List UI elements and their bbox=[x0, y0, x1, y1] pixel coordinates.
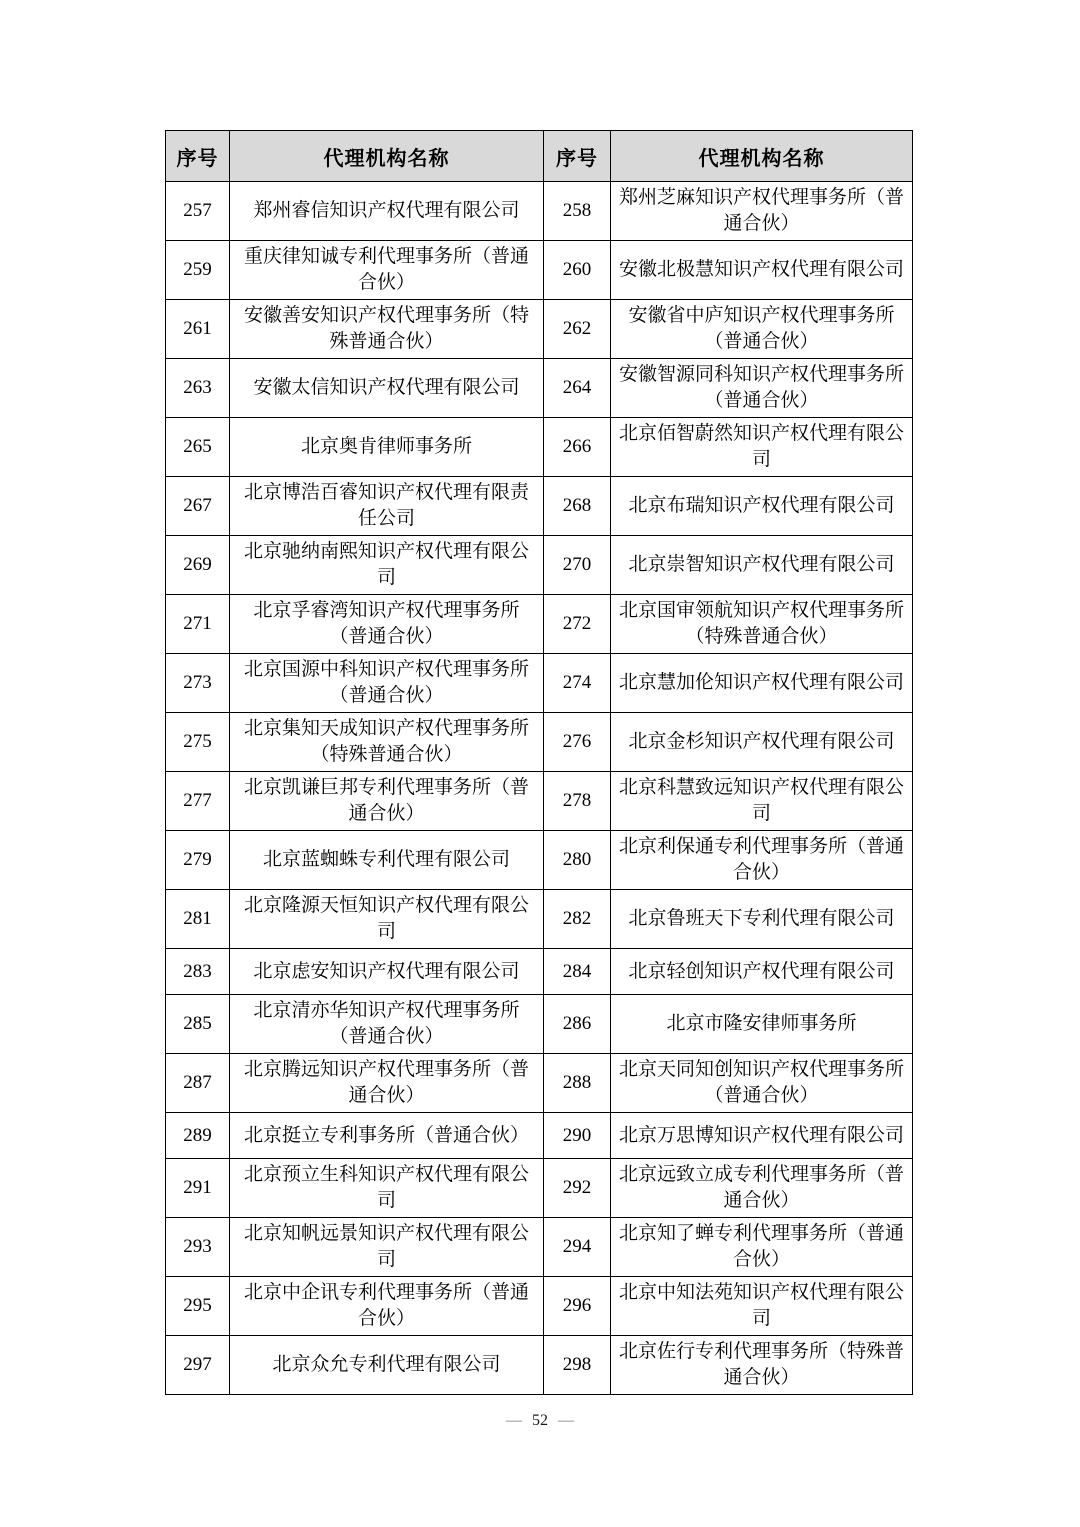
table-row bbox=[166, 536, 913, 595]
serial-number-cell: 270 bbox=[544, 536, 611, 595]
footer-right-dash: — bbox=[558, 1412, 574, 1429]
serial-number-cell: 286 bbox=[544, 995, 611, 1054]
agency-name-cell: 北京万思博知识产权代理有限公司 bbox=[611, 1113, 913, 1159]
agency-name-cell: 北京蓝蜘蛛专利代理有限公司 bbox=[230, 831, 544, 890]
table-row bbox=[166, 831, 913, 890]
serial-number-cell: 293 bbox=[166, 1218, 230, 1277]
serial-number-cell: 297 bbox=[166, 1336, 230, 1395]
table-row bbox=[166, 241, 913, 300]
agency-name-cell: 北京利保通专利代理事务所（普通合伙） bbox=[611, 831, 913, 890]
agency-name-cell: 北京驰纳南熙知识产权代理有限公司 bbox=[230, 536, 544, 595]
serial-number-cell: 281 bbox=[166, 890, 230, 949]
header-serial-number-right: 序号 bbox=[544, 131, 611, 182]
serial-number-cell: 295 bbox=[166, 1277, 230, 1336]
table-header-row bbox=[166, 131, 913, 182]
serial-number-cell: 258 bbox=[544, 182, 611, 241]
table-row bbox=[166, 300, 913, 359]
agency-name-cell: 北京市隆安律师事务所 bbox=[611, 995, 913, 1054]
table-row bbox=[166, 713, 913, 772]
agency-name-cell: 北京挺立专利事务所（普通合伙） bbox=[230, 1113, 544, 1159]
table-row bbox=[166, 418, 913, 477]
agency-name-cell: 北京轻创知识产权代理有限公司 bbox=[611, 949, 913, 995]
agency-name-cell: 北京鲁班天下专利代理有限公司 bbox=[611, 890, 913, 949]
agency-name-cell: 北京虑安知识产权代理有限公司 bbox=[230, 949, 544, 995]
agency-name-cell: 北京佐行专利代理事务所（特殊普通合伙） bbox=[611, 1336, 913, 1395]
table-row bbox=[166, 1159, 913, 1218]
serial-number-cell: 259 bbox=[166, 241, 230, 300]
serial-number-cell: 290 bbox=[544, 1113, 611, 1159]
serial-number-cell: 292 bbox=[544, 1159, 611, 1218]
agency-name-cell: 北京天同知创知识产权代理事务所（普通合伙） bbox=[611, 1054, 913, 1113]
agency-name-cell: 北京知了蝉专利代理事务所（普通合伙） bbox=[611, 1218, 913, 1277]
serial-number-cell: 284 bbox=[544, 949, 611, 995]
table-row bbox=[166, 1277, 913, 1336]
agency-name-cell: 北京腾远知识产权代理事务所（普通合伙） bbox=[230, 1054, 544, 1113]
table-row bbox=[166, 995, 913, 1054]
agency-name-cell: 北京孚睿湾知识产权代理事务所（普通合伙） bbox=[230, 595, 544, 654]
agency-name-cell: 安徽智源同科知识产权代理事务所（普通合伙） bbox=[611, 359, 913, 418]
table-row bbox=[166, 1218, 913, 1277]
page-number: 52 bbox=[532, 1412, 548, 1429]
serial-number-cell: 287 bbox=[166, 1054, 230, 1113]
serial-number-cell: 266 bbox=[544, 418, 611, 477]
header-agency-name-right: 代理机构名称 bbox=[611, 131, 913, 182]
table-row bbox=[166, 1113, 913, 1159]
header-serial-number-left: 序号 bbox=[166, 131, 230, 182]
table-body bbox=[166, 182, 913, 1395]
serial-number-cell: 274 bbox=[544, 654, 611, 713]
serial-number-cell: 271 bbox=[166, 595, 230, 654]
agency-name-cell: 北京远致立成专利代理事务所（普通合伙） bbox=[611, 1159, 913, 1218]
agency-name-cell: 安徽省中庐知识产权代理事务所（普通合伙） bbox=[611, 300, 913, 359]
table-row bbox=[166, 949, 913, 995]
serial-number-cell: 279 bbox=[166, 831, 230, 890]
agency-name-cell: 北京集知天成知识产权代理事务所（特殊普通合伙） bbox=[230, 713, 544, 772]
serial-number-cell: 267 bbox=[166, 477, 230, 536]
serial-number-cell: 263 bbox=[166, 359, 230, 418]
table-row bbox=[166, 359, 913, 418]
serial-number-cell: 283 bbox=[166, 949, 230, 995]
agency-name-cell: 北京隆源天恒知识产权代理有限公司 bbox=[230, 890, 544, 949]
serial-number-cell: 289 bbox=[166, 1113, 230, 1159]
agency-name-cell: 北京佰智蔚然知识产权代理有限公司 bbox=[611, 418, 913, 477]
serial-number-cell: 291 bbox=[166, 1159, 230, 1218]
serial-number-cell: 278 bbox=[544, 772, 611, 831]
agency-name-cell: 北京科慧致远知识产权代理有限公司 bbox=[611, 772, 913, 831]
header-agency-name-left: 代理机构名称 bbox=[230, 131, 544, 182]
serial-number-cell: 275 bbox=[166, 713, 230, 772]
table-row bbox=[166, 595, 913, 654]
serial-number-cell: 276 bbox=[544, 713, 611, 772]
serial-number-cell: 261 bbox=[166, 300, 230, 359]
agency-name-cell: 北京中企讯专利代理事务所（普通合伙） bbox=[230, 1277, 544, 1336]
agency-name-cell: 北京国源中科知识产权代理事务所（普通合伙） bbox=[230, 654, 544, 713]
footer-left-dash: — bbox=[506, 1412, 522, 1429]
serial-number-cell: 260 bbox=[544, 241, 611, 300]
serial-number-cell: 269 bbox=[166, 536, 230, 595]
agency-name-cell: 北京金杉知识产权代理有限公司 bbox=[611, 713, 913, 772]
serial-number-cell: 282 bbox=[544, 890, 611, 949]
agency-name-cell: 北京清亦华知识产权代理事务所（普通合伙） bbox=[230, 995, 544, 1054]
serial-number-cell: 273 bbox=[166, 654, 230, 713]
agency-name-cell: 郑州睿信知识产权代理有限公司 bbox=[230, 182, 544, 241]
serial-number-cell: 262 bbox=[544, 300, 611, 359]
agency-name-cell: 北京慧加伦知识产权代理有限公司 bbox=[611, 654, 913, 713]
agency-name-cell: 重庆律知诚专利代理事务所（普通合伙） bbox=[230, 241, 544, 300]
serial-number-cell: 294 bbox=[544, 1218, 611, 1277]
serial-number-cell: 272 bbox=[544, 595, 611, 654]
table-row bbox=[166, 654, 913, 713]
serial-number-cell: 265 bbox=[166, 418, 230, 477]
agency-name-cell: 安徽太信知识产权代理有限公司 bbox=[230, 359, 544, 418]
agency-name-cell: 北京预立生科知识产权代理有限公司 bbox=[230, 1159, 544, 1218]
agency-name-cell: 北京众允专利代理有限公司 bbox=[230, 1336, 544, 1395]
agency-name-cell: 安徽北极慧知识产权代理有限公司 bbox=[611, 241, 913, 300]
table-row bbox=[166, 182, 913, 241]
serial-number-cell: 257 bbox=[166, 182, 230, 241]
agency-name-cell: 北京奥肯律师事务所 bbox=[230, 418, 544, 477]
serial-number-cell: 296 bbox=[544, 1277, 611, 1336]
serial-number-cell: 288 bbox=[544, 1054, 611, 1113]
agency-name-cell: 北京布瑞知识产权代理有限公司 bbox=[611, 477, 913, 536]
serial-number-cell: 264 bbox=[544, 359, 611, 418]
table-row bbox=[166, 772, 913, 831]
agency-name-cell: 安徽善安知识产权代理事务所（特殊普通合伙） bbox=[230, 300, 544, 359]
page-footer bbox=[0, 1412, 1080, 1430]
agency-name-cell: 北京知帆远景知识产权代理有限公司 bbox=[230, 1218, 544, 1277]
agency-name-cell: 北京凯谦巨邦专利代理事务所（普通合伙） bbox=[230, 772, 544, 831]
serial-number-cell: 277 bbox=[166, 772, 230, 831]
table-row bbox=[166, 890, 913, 949]
serial-number-cell: 280 bbox=[544, 831, 611, 890]
table-row bbox=[166, 1336, 913, 1395]
agency-name-cell: 北京博浩百睿知识产权代理有限责任公司 bbox=[230, 477, 544, 536]
agency-name-cell: 北京国审领航知识产权代理事务所（特殊普通合伙） bbox=[611, 595, 913, 654]
table-row bbox=[166, 477, 913, 536]
table-row bbox=[166, 1054, 913, 1113]
agency-name-cell: 郑州芝麻知识产权代理事务所（普通合伙） bbox=[611, 182, 913, 241]
agency-table bbox=[165, 130, 913, 1395]
agency-name-cell: 北京中知法苑知识产权代理有限公司 bbox=[611, 1277, 913, 1336]
serial-number-cell: 285 bbox=[166, 995, 230, 1054]
agency-name-cell: 北京崇智知识产权代理有限公司 bbox=[611, 536, 913, 595]
serial-number-cell: 298 bbox=[544, 1336, 611, 1395]
serial-number-cell: 268 bbox=[544, 477, 611, 536]
